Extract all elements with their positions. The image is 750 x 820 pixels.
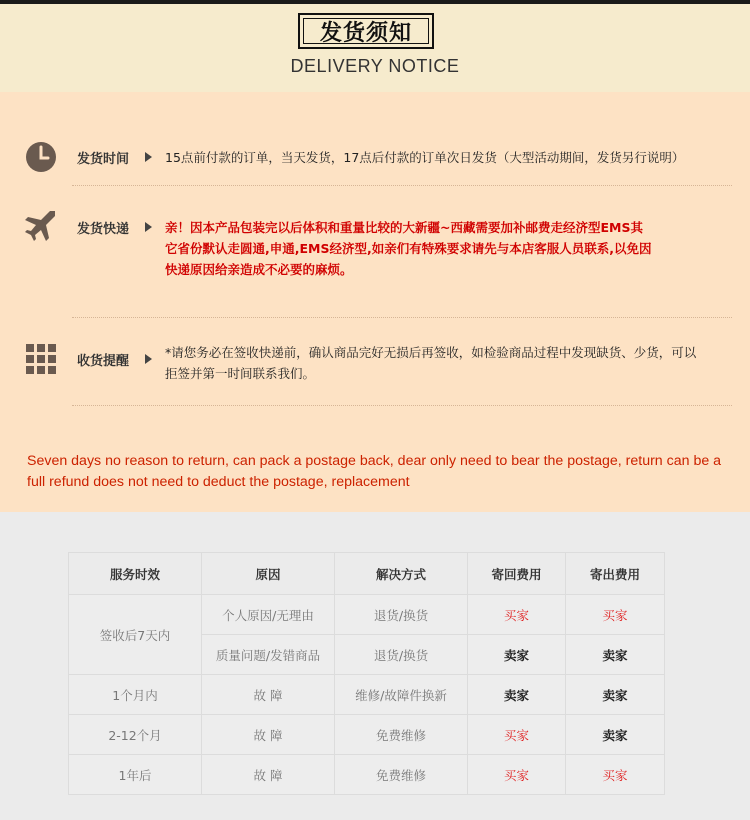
return-policy-english: Seven days no reason to return, can pack a postage back, dear only need to bear the postage, return can be a full refund does not need to deduct the postage, replacement	[27, 453, 722, 490]
courier-label: 发货快递	[77, 222, 130, 237]
clock-icon	[24, 140, 58, 174]
table-header: 寄回费用	[468, 553, 566, 595]
table-cell: 故 障	[202, 755, 335, 795]
table-header: 原因	[202, 553, 335, 595]
table-cell: 故 障	[202, 715, 335, 755]
receipt-reminder-label: 收货提醒	[77, 354, 130, 369]
shipping-time-label: 发货时间	[77, 152, 130, 167]
table-cell: 卖家	[566, 675, 665, 715]
row-arrow-icon	[145, 354, 152, 364]
table-cell: 免费维修	[335, 755, 468, 795]
table-cell: 卖家	[566, 715, 665, 755]
courier-text: 亲！因本产品包装完以后体积和重量比较的大新疆~西藏需要加补邮费走经济型EMS其 它省份默认走圆通,申通,EMS经济型,如亲们有特殊要求请先与本店客服人员联系,以免因 快递原因给亲造成不必要的麻烦。	[165, 220, 652, 277]
table-row	[69, 675, 665, 715]
table-cell: 买家	[468, 755, 566, 795]
table-row	[69, 755, 665, 795]
table-cell: 2-12个月	[69, 715, 202, 755]
table-cell: 签收后7天内	[69, 595, 202, 675]
table-cell: 退货/换货	[335, 635, 468, 675]
table-cell: 质量问题/发错商品	[202, 635, 335, 675]
table-cell: 1年后	[69, 755, 202, 795]
notice-panel	[0, 92, 750, 512]
row-arrow-icon	[145, 152, 152, 162]
table-cell: 1个月内	[69, 675, 202, 715]
table-row	[69, 715, 665, 755]
table-header: 服务时效	[69, 553, 202, 595]
table-cell: 买家	[566, 755, 665, 795]
table-header: 解决方式	[335, 553, 468, 595]
table-cell: 故 障	[202, 675, 335, 715]
page-subtitle: DELIVERY NOTICE	[290, 56, 460, 76]
table-cell: 维修/故障件换新	[335, 675, 468, 715]
table-header: 寄出费用	[566, 553, 665, 595]
table-cell: 退货/换货	[335, 595, 468, 635]
table-header-row	[69, 553, 665, 595]
table-cell: 卖家	[468, 635, 566, 675]
page-title: 发货须知	[303, 18, 429, 44]
title-frame	[298, 13, 434, 49]
receipt-reminder-text: *请您务必在签收快递前，确认商品完好无损后再签收，如检验商品过程中发现缺货、少货，可以 拒签并第一时间联系我们。	[165, 345, 697, 381]
airplane-icon	[24, 208, 58, 242]
divider	[72, 185, 732, 186]
table-cell: 买家	[468, 595, 566, 635]
header-banner	[0, 4, 750, 92]
shipping-time-text: 15点前付款的订单，当天发货，17点后付款的订单次日发货（大型活动期间，发货另行说明）	[165, 150, 685, 165]
grid-icon	[24, 342, 58, 376]
table-cell: 买家	[566, 595, 665, 635]
service-policy-table	[68, 552, 665, 795]
table-cell: 个人原因/无理由	[202, 595, 335, 635]
table-row	[69, 595, 665, 635]
table-cell: 卖家	[566, 635, 665, 675]
table-cell: 免费维修	[335, 715, 468, 755]
table-cell: 买家	[468, 715, 566, 755]
divider	[72, 405, 732, 406]
divider	[72, 317, 732, 318]
table-cell: 卖家	[468, 675, 566, 715]
row-arrow-icon	[145, 222, 152, 232]
